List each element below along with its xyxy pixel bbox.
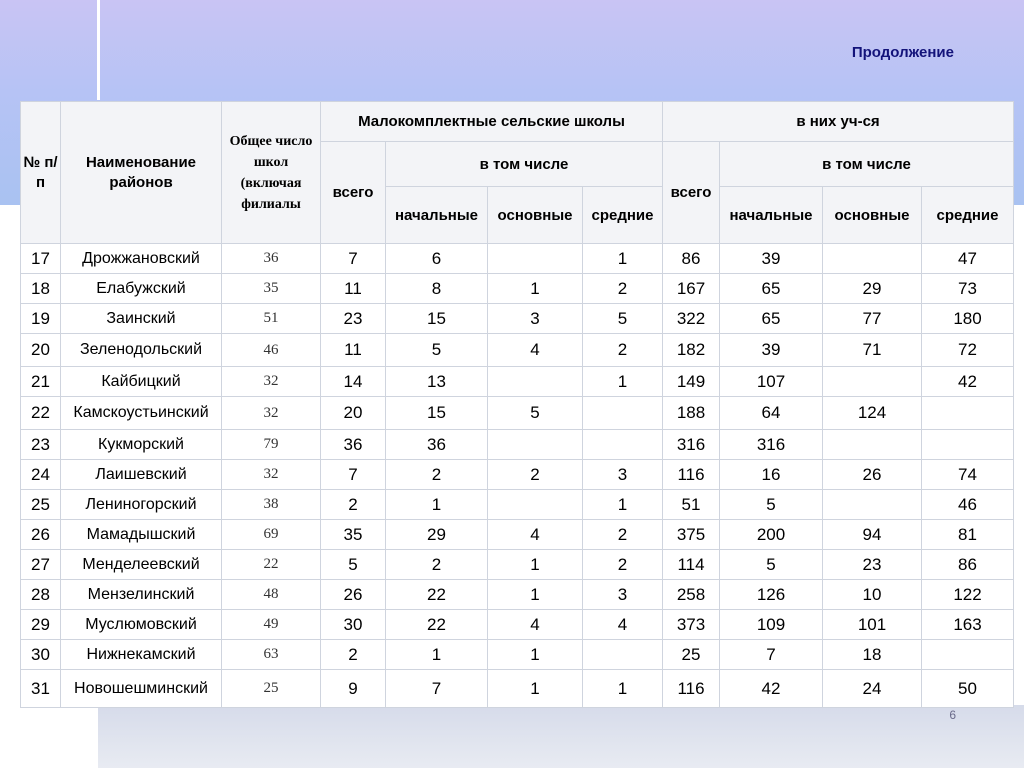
small-schools-secondary-cell: 1 [583,490,663,520]
district-name-cell: Новошешминский [61,670,222,708]
table-row [21,580,1014,610]
students-secondary-cell: 122 [922,580,1014,610]
total-schools-cell: 35 [222,274,321,304]
table-row [21,670,1014,708]
small-schools-secondary-cell: 2 [583,550,663,580]
small-schools-primary-cell: 36 [386,430,488,460]
small-schools-basic-cell: 1 [488,274,583,304]
students-primary-cell: 109 [720,610,823,640]
students-primary-cell: 200 [720,520,823,550]
header-students-total: всего [663,142,720,244]
table-body [21,244,1014,708]
small-schools-primary-cell: 22 [386,580,488,610]
total-schools-cell: 22 [222,550,321,580]
small-schools-primary-cell: 6 [386,244,488,274]
total-schools-cell: 63 [222,640,321,670]
total-schools-cell: 46 [222,334,321,367]
small-schools-primary-cell: 15 [386,304,488,334]
header-students-basic: основные [823,187,922,244]
small-schools-primary-cell: 8 [386,274,488,304]
students-secondary-cell: 47 [922,244,1014,274]
total-schools-cell: 38 [222,490,321,520]
district-name-cell: Мензелинский [61,580,222,610]
row-number-cell: 24 [21,460,61,490]
table-row [21,367,1014,397]
students-secondary-cell [922,640,1014,670]
header-schools-including: в том числе [386,142,663,187]
row-number-cell: 30 [21,640,61,670]
students-total-cell: 182 [663,334,720,367]
continuation-label: Продолжение [851,44,954,61]
table-row [21,640,1014,670]
students-total-cell: 316 [663,430,720,460]
small-schools-secondary-cell: 2 [583,520,663,550]
row-number-cell: 31 [21,670,61,708]
district-name-cell: Елабужский [61,274,222,304]
district-name-cell: Заинский [61,304,222,334]
header-district-name: Наименование районов [61,102,222,244]
row-number-cell: 27 [21,550,61,580]
total-schools-cell: 32 [222,460,321,490]
district-name-cell: Лениногорский [61,490,222,520]
students-total-cell: 375 [663,520,720,550]
students-total-cell: 116 [663,670,720,708]
students-secondary-cell: 42 [922,367,1014,397]
students-primary-cell: 64 [720,397,823,430]
small-schools-basic-cell: 4 [488,610,583,640]
table-row [21,550,1014,580]
small-schools-primary-cell: 22 [386,610,488,640]
small-schools-basic-cell: 4 [488,520,583,550]
students-basic-cell: 94 [823,520,922,550]
students-total-cell: 149 [663,367,720,397]
small-schools-secondary-cell: 4 [583,610,663,640]
students-total-cell: 188 [663,397,720,430]
small-schools-total-cell: 26 [321,580,386,610]
table-row [21,334,1014,367]
small-schools-secondary-cell: 1 [583,670,663,708]
small-schools-total-cell: 5 [321,550,386,580]
small-schools-basic-cell [488,367,583,397]
small-schools-primary-cell: 2 [386,460,488,490]
district-name-cell: Камскоустьинский [61,397,222,430]
header-number: № п/п [21,102,61,244]
small-schools-total-cell: 36 [321,430,386,460]
header-schools-secondary: средние [583,187,663,244]
small-schools-secondary-cell: 1 [583,367,663,397]
students-primary-cell: 39 [720,334,823,367]
footer-background [98,705,1024,768]
students-secondary-cell: 50 [922,670,1014,708]
total-schools-cell: 36 [222,244,321,274]
total-schools-cell: 48 [222,580,321,610]
small-schools-basic-cell: 1 [488,670,583,708]
small-schools-primary-cell: 5 [386,334,488,367]
small-schools-secondary-cell: 5 [583,304,663,334]
students-secondary-cell: 163 [922,610,1014,640]
students-total-cell: 258 [663,580,720,610]
students-basic-cell [823,490,922,520]
students-total-cell: 51 [663,490,720,520]
small-schools-total-cell: 14 [321,367,386,397]
small-schools-total-cell: 11 [321,334,386,367]
small-schools-secondary-cell [583,430,663,460]
small-schools-total-cell: 9 [321,670,386,708]
small-schools-total-cell: 11 [321,274,386,304]
total-schools-cell: 79 [222,430,321,460]
small-schools-total-cell: 23 [321,304,386,334]
total-schools-cell: 51 [222,304,321,334]
total-schools-cell: 49 [222,610,321,640]
students-basic-cell: 24 [823,670,922,708]
students-basic-cell: 18 [823,640,922,670]
header-schools-total: всего [321,142,386,244]
table-row [21,490,1014,520]
small-schools-secondary-cell [583,397,663,430]
district-name-cell: Дрожжановский [61,244,222,274]
students-secondary-cell: 72 [922,334,1014,367]
students-primary-cell: 65 [720,274,823,304]
small-schools-primary-cell: 1 [386,640,488,670]
header-schools-primary: начальные [386,187,488,244]
small-schools-total-cell: 2 [321,640,386,670]
students-secondary-cell [922,397,1014,430]
district-name-cell: Кукморский [61,430,222,460]
total-schools-cell: 25 [222,670,321,708]
students-secondary-cell: 180 [922,304,1014,334]
small-schools-secondary-cell [583,640,663,670]
small-schools-basic-cell: 1 [488,580,583,610]
small-schools-total-cell: 30 [321,610,386,640]
students-primary-cell: 107 [720,367,823,397]
total-schools-cell: 32 [222,367,321,397]
row-number-cell: 25 [21,490,61,520]
table-row [21,274,1014,304]
students-basic-cell: 10 [823,580,922,610]
students-total-cell: 322 [663,304,720,334]
total-schools-cell: 69 [222,520,321,550]
small-schools-primary-cell: 7 [386,670,488,708]
students-total-cell: 114 [663,550,720,580]
header-schools-basic: основные [488,187,583,244]
small-schools-secondary-cell: 3 [583,460,663,490]
row-number-cell: 28 [21,580,61,610]
students-primary-cell: 126 [720,580,823,610]
students-basic-cell: 71 [823,334,922,367]
table-row [21,520,1014,550]
students-secondary-cell: 74 [922,460,1014,490]
small-schools-secondary-cell: 2 [583,334,663,367]
small-schools-basic-cell: 5 [488,397,583,430]
students-basic-cell: 77 [823,304,922,334]
students-secondary-cell: 46 [922,490,1014,520]
district-name-cell: Лаишевский [61,460,222,490]
students-total-cell: 86 [663,244,720,274]
district-name-cell: Нижнекамский [61,640,222,670]
small-schools-primary-cell: 2 [386,550,488,580]
page-number: 6 [949,708,956,722]
students-total-cell: 25 [663,640,720,670]
row-number-cell: 26 [21,520,61,550]
students-secondary-cell: 86 [922,550,1014,580]
students-basic-cell [823,367,922,397]
district-name-cell: Менделеевский [61,550,222,580]
students-primary-cell: 39 [720,244,823,274]
row-number-cell: 23 [21,430,61,460]
students-secondary-cell: 73 [922,274,1014,304]
small-schools-basic-cell: 4 [488,334,583,367]
district-name-cell: Муслюмовский [61,610,222,640]
row-number-cell: 20 [21,334,61,367]
table-row [21,397,1014,430]
students-basic-cell: 101 [823,610,922,640]
decorative-line [97,0,100,100]
header-total-schools: Общее число школ (включая филиалы [222,102,321,244]
students-basic-cell: 26 [823,460,922,490]
header-students-including: в том числе [720,142,1014,187]
students-basic-cell: 23 [823,550,922,580]
small-schools-basic-cell: 2 [488,460,583,490]
small-schools-total-cell: 35 [321,520,386,550]
students-basic-cell [823,430,922,460]
students-primary-cell: 65 [720,304,823,334]
small-schools-basic-cell: 3 [488,304,583,334]
students-total-cell: 167 [663,274,720,304]
header-students-primary: начальные [720,187,823,244]
row-number-cell: 29 [21,610,61,640]
district-name-cell: Мамадышский [61,520,222,550]
small-schools-basic-cell: 1 [488,640,583,670]
students-primary-cell: 7 [720,640,823,670]
schools-table [20,101,1014,708]
students-total-cell: 116 [663,460,720,490]
small-schools-secondary-cell: 2 [583,274,663,304]
total-schools-cell: 32 [222,397,321,430]
table-row [21,304,1014,334]
students-primary-cell: 5 [720,550,823,580]
students-total-cell: 373 [663,610,720,640]
students-secondary-cell: 81 [922,520,1014,550]
header-students: в них уч-ся [663,102,1014,142]
small-schools-total-cell: 20 [321,397,386,430]
small-schools-basic-cell [488,430,583,460]
small-schools-total-cell: 2 [321,490,386,520]
small-schools-basic-cell [488,244,583,274]
district-name-cell: Кайбицкий [61,367,222,397]
students-secondary-cell [922,430,1014,460]
students-primary-cell: 16 [720,460,823,490]
table-row [21,244,1014,274]
small-schools-total-cell: 7 [321,244,386,274]
row-number-cell: 22 [21,397,61,430]
students-basic-cell [823,244,922,274]
table-row [21,460,1014,490]
small-schools-primary-cell: 15 [386,397,488,430]
header-small-schools: Малокомплектные сельские школы [321,102,663,142]
header-students-secondary: средние [922,187,1014,244]
small-schools-primary-cell: 13 [386,367,488,397]
students-primary-cell: 316 [720,430,823,460]
small-schools-total-cell: 7 [321,460,386,490]
small-schools-basic-cell: 1 [488,550,583,580]
small-schools-primary-cell: 1 [386,490,488,520]
table-row [21,610,1014,640]
row-number-cell: 21 [21,367,61,397]
small-schools-secondary-cell: 1 [583,244,663,274]
row-number-cell: 17 [21,244,61,274]
small-schools-basic-cell [488,490,583,520]
district-name-cell: Зеленодольский [61,334,222,367]
row-number-cell: 19 [21,304,61,334]
students-primary-cell: 5 [720,490,823,520]
table-row [21,430,1014,460]
students-basic-cell: 124 [823,397,922,430]
small-schools-primary-cell: 29 [386,520,488,550]
students-basic-cell: 29 [823,274,922,304]
students-primary-cell: 42 [720,670,823,708]
small-schools-secondary-cell: 3 [583,580,663,610]
row-number-cell: 18 [21,274,61,304]
schools-table-container [20,101,1013,708]
